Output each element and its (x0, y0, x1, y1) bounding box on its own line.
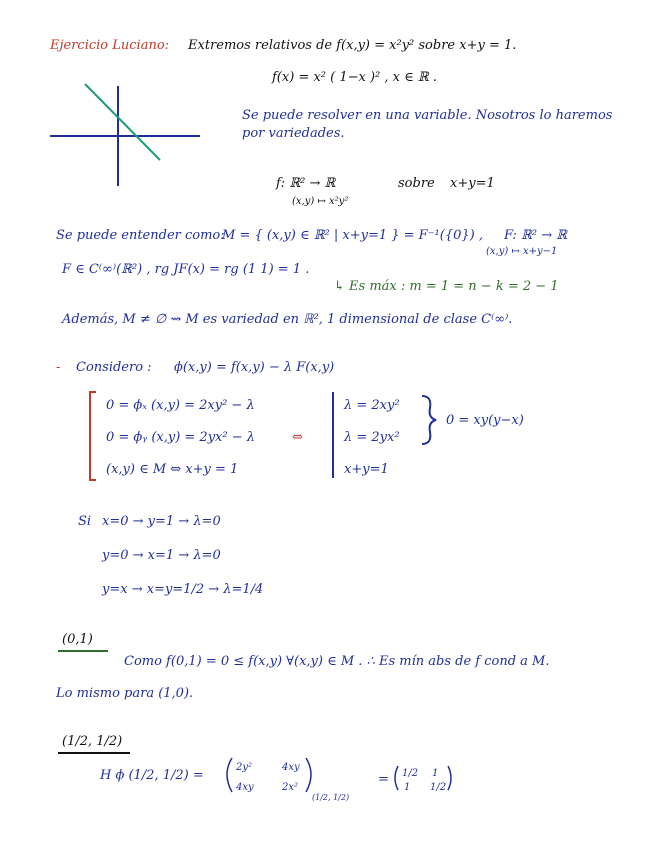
set-definition: M = { (x,y) ∈ ℝ² | x+y=1 } = F⁻¹({0}) , (222, 228, 483, 243)
right-eq-3: x+y=1 (344, 462, 389, 477)
hessian-m21: 4xy (236, 782, 254, 793)
curly-brace (422, 396, 436, 444)
bullet: - (56, 360, 61, 375)
manifold-line-2: F ∈ C⁽∞⁾(ℝ²) , rg JF(x) = rg (1 1) = 1 . (62, 262, 310, 277)
equivalence-arrow: ⇔ (292, 430, 303, 445)
system-eq-1: 0 = ϕₓ (x,y) = 2xy² − λ (106, 398, 255, 413)
map-over: sobre (398, 176, 435, 191)
map-constraint: x+y=1 (450, 176, 495, 191)
system-left-bracket (90, 392, 96, 480)
system-eq-3: (x,y) ∈ M ⇔ x+y = 1 (106, 462, 239, 477)
hessian-equals: = (378, 772, 389, 787)
manifold-line-3: Además, M ≠ ∅ ⇝ M es variedad en ℝ², 1 dimensional de clase C⁽∞⁾. (62, 312, 513, 327)
point-2-label: (1/2, 1/2) (62, 734, 123, 749)
same-for-1-0: Lo mismo para (1,0). (56, 686, 194, 701)
hessian-evaluated-at: (1/2, 1/2) (312, 793, 350, 802)
result-r12: 1 (432, 768, 439, 779)
matrix2-left-paren (395, 766, 398, 790)
matrix1-left-paren (227, 758, 232, 792)
point-1-label: (0,1) (62, 632, 93, 647)
map-line-2: (x,y) ↦ x²y² (292, 196, 349, 207)
hessian-m11: 2y² (236, 762, 253, 773)
considero: Considero : (76, 360, 152, 375)
phi-definition: ϕ(x,y) = f(x,y) − λ F(x,y) (174, 360, 335, 375)
right-eq-1: λ = 2xy² (344, 398, 400, 413)
result-r22: 1/2 (430, 782, 447, 793)
fx-line: f(x) = x² ( 1−x )² , x ∈ ℝ . (272, 70, 437, 85)
right-eq-2: λ = 2yx² (344, 430, 400, 445)
F-definition: F: ℝ² → ℝ (504, 228, 568, 243)
exercise-title: Extremos relativos de f(x,y) = x²y² sobre x+y = 1. (188, 38, 517, 53)
F-map: (x,y) ↦ x+y−1 (486, 246, 558, 257)
constraint-line (85, 84, 160, 160)
point-2-underline (58, 752, 130, 754)
hessian-m12: 4xy (282, 762, 300, 773)
matrix1-right-paren (306, 758, 311, 792)
case-1: x=0 → y=1 → λ=0 (102, 514, 221, 529)
manifold-line-1: Se puede entender como: (56, 228, 225, 243)
hessian-lhs: H ϕ (1/2, 1/2) = (100, 768, 204, 783)
note-line-1: Se puede resolver en una variable. Nosotros lo haremos (242, 108, 613, 123)
cases-si: Si (78, 514, 92, 529)
system-result: 0 = xy(y−x) (446, 413, 524, 428)
system-eq-2: 0 = ϕᵧ (x,y) = 2yx² − λ (106, 430, 255, 445)
result-r11: 1/2 (402, 768, 419, 779)
matrix2-right-paren (448, 766, 451, 790)
note-line-2: por variedades. (242, 126, 345, 141)
case-2: y=0 → x=1 → λ=0 (102, 548, 221, 563)
point-1-text: Como f(0,1) = 0 ≤ f(x,y) ∀(x,y) ∈ M . ∴ Es mín abs de f cond a M. (124, 654, 550, 669)
result-r21: 1 (404, 782, 411, 793)
hessian-m22: 2x² (282, 782, 299, 793)
map-line-1: f: ℝ² → ℝ (276, 176, 336, 191)
exercise-label: Ejercicio Luciano: (50, 38, 170, 53)
point-1-underline (58, 650, 108, 652)
case-3: y=x → x=y=1/2 → λ=1/4 (102, 582, 264, 597)
rank-note: ↳ Es máx : m = 1 = n − k = 2 − 1 (334, 279, 559, 294)
